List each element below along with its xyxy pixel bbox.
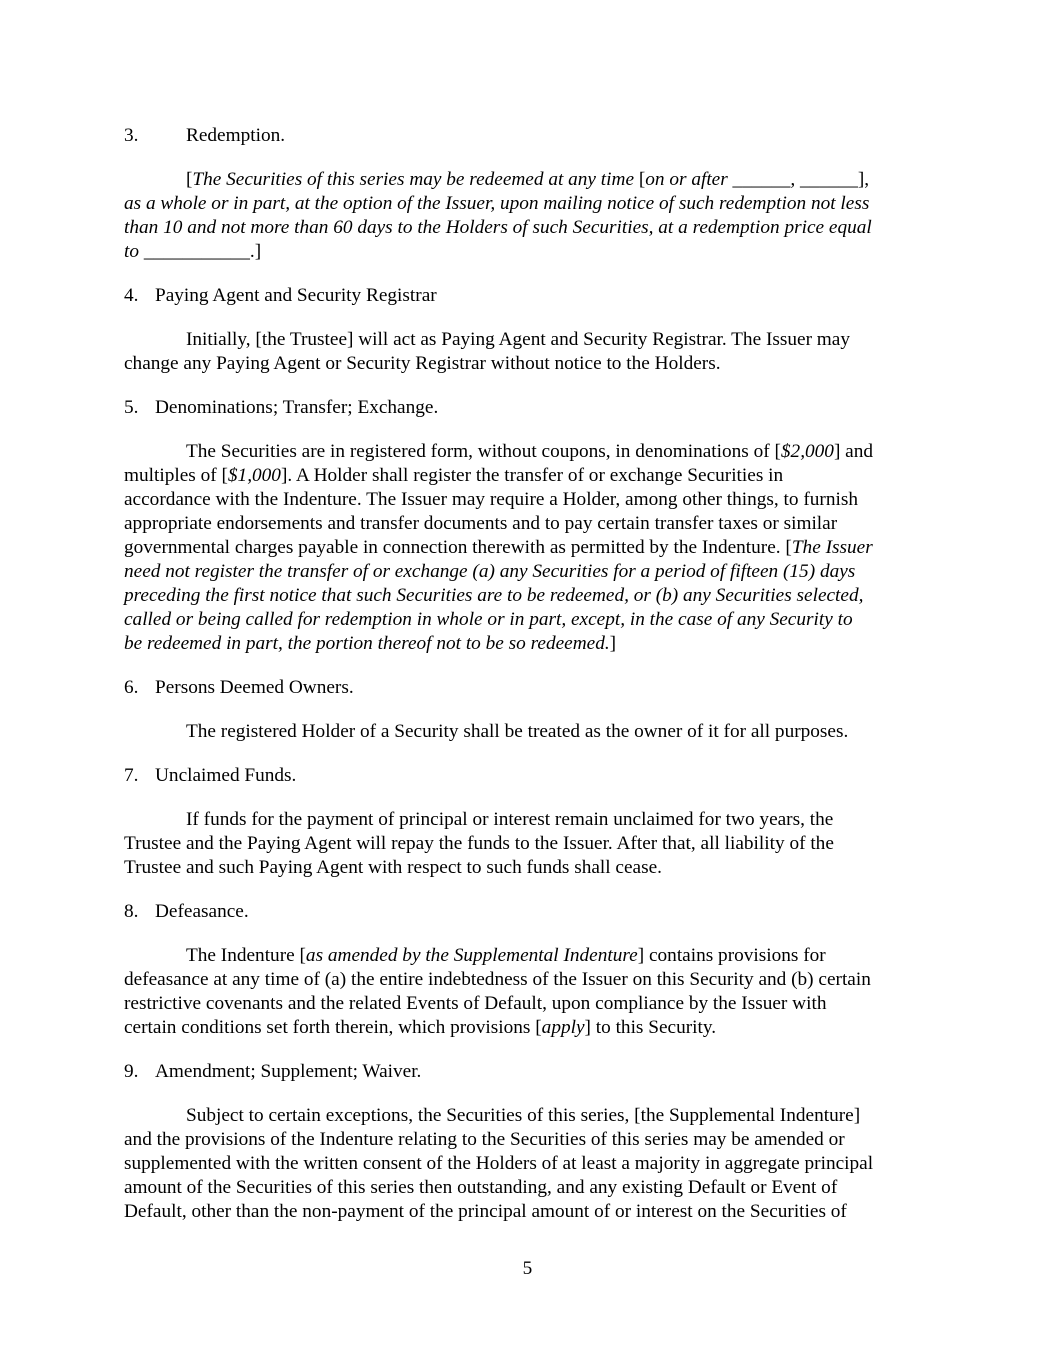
paragraph-line: The Securities are in registered form, without coupons, in denominations of [$2,000] and xyxy=(186,441,874,462)
paragraph-line: restrictive covenants and the related Events of Default, upon compliance by the Issuer with xyxy=(124,993,827,1014)
section-title: Unclaimed Funds. xyxy=(155,765,297,786)
section-9-paragraph xyxy=(124,1104,936,1224)
section-number: 3. xyxy=(124,125,139,146)
section-8-heading xyxy=(124,900,936,924)
section-7-paragraph xyxy=(124,808,936,880)
section-5-paragraph xyxy=(124,440,936,656)
section-title: Amendment; Supplement; Waiver. xyxy=(155,1061,422,1082)
section-6-heading xyxy=(124,676,936,700)
paragraph-line: than 10 and not more than 60 days to the Holders of such Securities, at a redemption price equal xyxy=(124,217,872,238)
section-8-paragraph xyxy=(124,944,936,1040)
section-number: 4. xyxy=(124,285,139,306)
paragraph-line: governmental charges payable in connection therewith as permitted by the Indenture. [The Issuer xyxy=(124,537,873,558)
paragraph-line: Initially, [the Trustee] will act as Paying Agent and Security Registrar. The Issuer may xyxy=(186,329,851,350)
paragraph-line: need not register the transfer of or exchange (a) any Securities for a period of fifteen (15) days xyxy=(124,561,856,582)
section-title: Paying Agent and Security Registrar xyxy=(155,285,437,306)
paragraph-line: and the provisions of the Indenture relating to the Securities of this series may be amended or xyxy=(124,1129,845,1150)
section-title: Defeasance. xyxy=(155,901,249,922)
section-6-paragraph xyxy=(124,720,936,744)
section-number: 6. xyxy=(124,677,139,698)
paragraph-line: preceding the first notice that such Securities are to be redeemed, or (b) any Securities selected, xyxy=(124,585,864,606)
paragraph-line: as a whole or in part, at the option of the Issuer, upon mailing notice of such redemption not less xyxy=(124,193,870,214)
section-number: 8. xyxy=(124,901,139,922)
section-number: 7. xyxy=(124,765,139,786)
paragraph-line: appropriate endorsements and transfer documents and to pay certain transfer taxes or similar xyxy=(124,513,838,534)
paragraph-line: If funds for the payment of principal or interest remain unclaimed for two years, the xyxy=(186,809,834,830)
paragraph-line: amount of the Securities of this series then outstanding, and any existing Default or Event of xyxy=(124,1177,838,1198)
section-4-paragraph xyxy=(124,328,936,376)
section-number: 5. xyxy=(124,397,139,418)
paragraph-line: certain conditions set forth therein, which provisions [apply] to this Security. xyxy=(124,1017,717,1038)
paragraph-line: Subject to certain exceptions, the Securities of this series, [the Supplemental Indenture] xyxy=(186,1105,861,1126)
section-3-heading xyxy=(124,124,936,148)
paragraph-line: to ___________.] xyxy=(124,241,262,262)
page-number: 5 xyxy=(522,1258,533,1279)
paragraph-line: The registered Holder of a Security shall be treated as the owner of it for all purposes. xyxy=(186,721,849,742)
paragraph-line: called or being called for redemption in whole or in part, except, in the case of any Security to xyxy=(124,609,853,630)
paragraph-line: supplemented with the written consent of the Holders of at least a majority in aggregate principal xyxy=(124,1153,874,1174)
paragraph-line: Default, other than the non-payment of the principal amount of or interest on the Securities of xyxy=(124,1201,847,1222)
section-5-heading xyxy=(124,396,936,420)
section-9-heading xyxy=(124,1060,936,1084)
section-7-heading xyxy=(124,764,936,788)
paragraph-line: be redeemed in part, the portion thereof not to be so redeemed.] xyxy=(124,633,617,654)
paragraph-line: Trustee and such Paying Agent with respect to such funds shall cease. xyxy=(124,857,662,878)
section-3-paragraph xyxy=(124,168,936,264)
paragraph-line: Trustee and the Paying Agent will repay the funds to the Issuer. After that, all liability of the xyxy=(124,833,834,854)
paragraph-line: change any Paying Agent or Security Registrar without notice to the Holders. xyxy=(124,353,721,374)
section-title: Denominations; Transfer; Exchange. xyxy=(155,397,439,418)
section-title: Persons Deemed Owners. xyxy=(155,677,354,698)
section-number: 9. xyxy=(124,1061,139,1082)
paragraph-line: multiples of [$1,000]. A Holder shall register the transfer of or exchange Securities in xyxy=(124,465,784,486)
paragraph-line: The Indenture [as amended by the Supplemental Indenture] contains provisions for xyxy=(186,945,826,966)
paragraph-line: defeasance at any time of (a) the entire indebtedness of the Issuer on this Security and (b) certain xyxy=(124,969,871,990)
section-title: Redemption. xyxy=(186,125,286,146)
document-page xyxy=(124,124,936,1244)
section-4-heading xyxy=(124,284,936,308)
paragraph-line: [The Securities of this series may be redeemed at any time [on or after ______, ______], xyxy=(186,169,870,190)
paragraph-line: accordance with the Indenture. The Issuer may require a Holder, among other things, to furnish xyxy=(124,489,858,510)
